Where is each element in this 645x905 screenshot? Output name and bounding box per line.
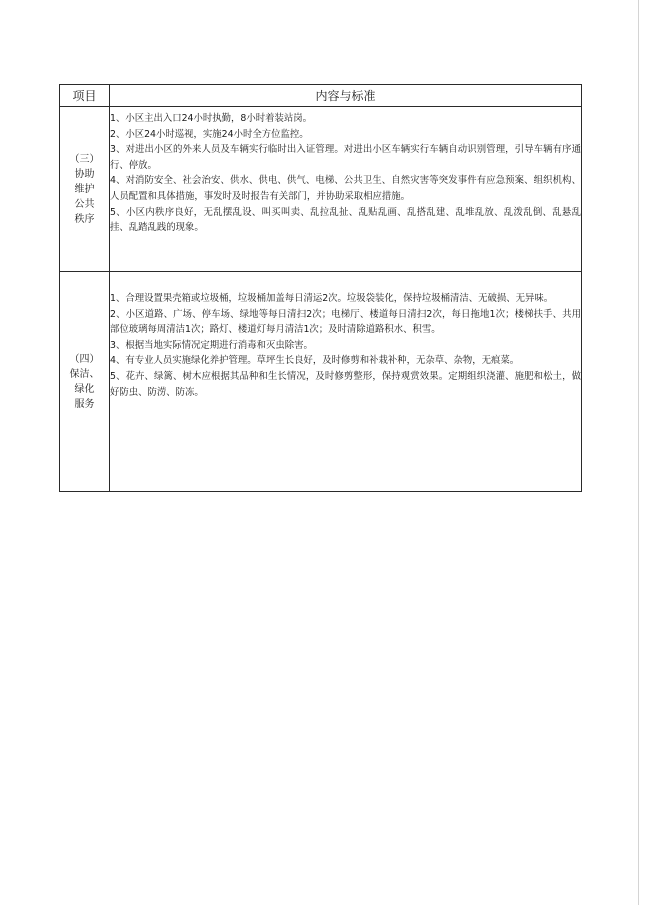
content-paragraph: 3、根据当地实际情况定期进行消毒和灭虫除害。 (110, 339, 313, 351)
content-paragraph: 5、小区内秩序良好，无乱摆乱设、叫买叫卖、乱拉乱扯、乱贴乱画、乱搭乱建、乱堆乱放、乱泼乱倒、乱悬乱挂、乱踏乱践的现象。 (110, 206, 581, 234)
content-paragraph: 4、对消防安全、社会治安、供水、供电、供气、电梯、公共卫生、自然灾害等突发事件有应急预案、组织机构、人员配置和具体措施，事发时及时报告有关部门，并协助采取相应措施。 (110, 175, 581, 202)
header-content: 内容与标准 (110, 85, 582, 107)
content-paragraph: 2、小区道路、广场、停车场、绿地等每日清扫2次；电梯厅、楼道每日清扫2次，每日拖地1次；楼梯扶手、共用部位玻璃每周清洁1次；路灯、楼道灯每月清洁1次；及时清除道路积水、积雪。 (110, 308, 581, 336)
content-paragraph: 2、小区24小时巡视，实施24小时全方位监控。 (110, 128, 309, 140)
content-paragraph: 1、合理设置果壳箱或垃圾桶，垃圾桶加盖每日清运2次。垃圾袋装化，保持垃圾桶清洁、无破损、无异味。 (110, 293, 554, 304)
section-title-line: 协助 (74, 168, 95, 180)
section-title-line: 绿化 (74, 383, 95, 395)
table-row (60, 107, 582, 272)
page-edge-line (638, 0, 639, 905)
section-title-line: 维护 (74, 183, 95, 195)
section-title-line: 服务 (74, 398, 95, 410)
header-item: 项目 (60, 85, 110, 107)
section-title-line: （三） (69, 153, 100, 165)
section-content-public-order (110, 107, 582, 272)
section-content-cleaning-greening (110, 272, 582, 492)
section-title-line: 保洁、 (69, 368, 100, 380)
content-paragraph: 3、对进出小区的外来人员及车辆实行临时出入证管理。对进出小区车辆实行车辆自动识别管理，引导车辆有序通行、停放。 (110, 144, 581, 171)
section-title-line: （四） (69, 353, 100, 365)
content-paragraph: 5、花卉、绿篱、树木应根据其品种和生长情况，及时修剪整形，保持观赏效果。定期组织浇灌、施肥和松土，做好防虫、防涝、防冻。 (110, 370, 581, 398)
content-paragraph: 1、小区主出入口24小时执勤，8小时着装站岗。 (110, 113, 312, 124)
content-paragraph: 4、有专业人员实施绿化养护管理。草坪生长良好，及时修剪和补栽补种，无杂草、杂物，无痕菜。 (110, 355, 520, 367)
section-title-cleaning-greening (60, 272, 110, 492)
section-title-line: 秩序 (74, 213, 95, 225)
section-title-public-order (60, 107, 110, 272)
table-row (60, 272, 582, 492)
section-title-line: 公共 (74, 198, 95, 210)
table-header-row (60, 85, 582, 107)
standards-table (59, 84, 582, 492)
